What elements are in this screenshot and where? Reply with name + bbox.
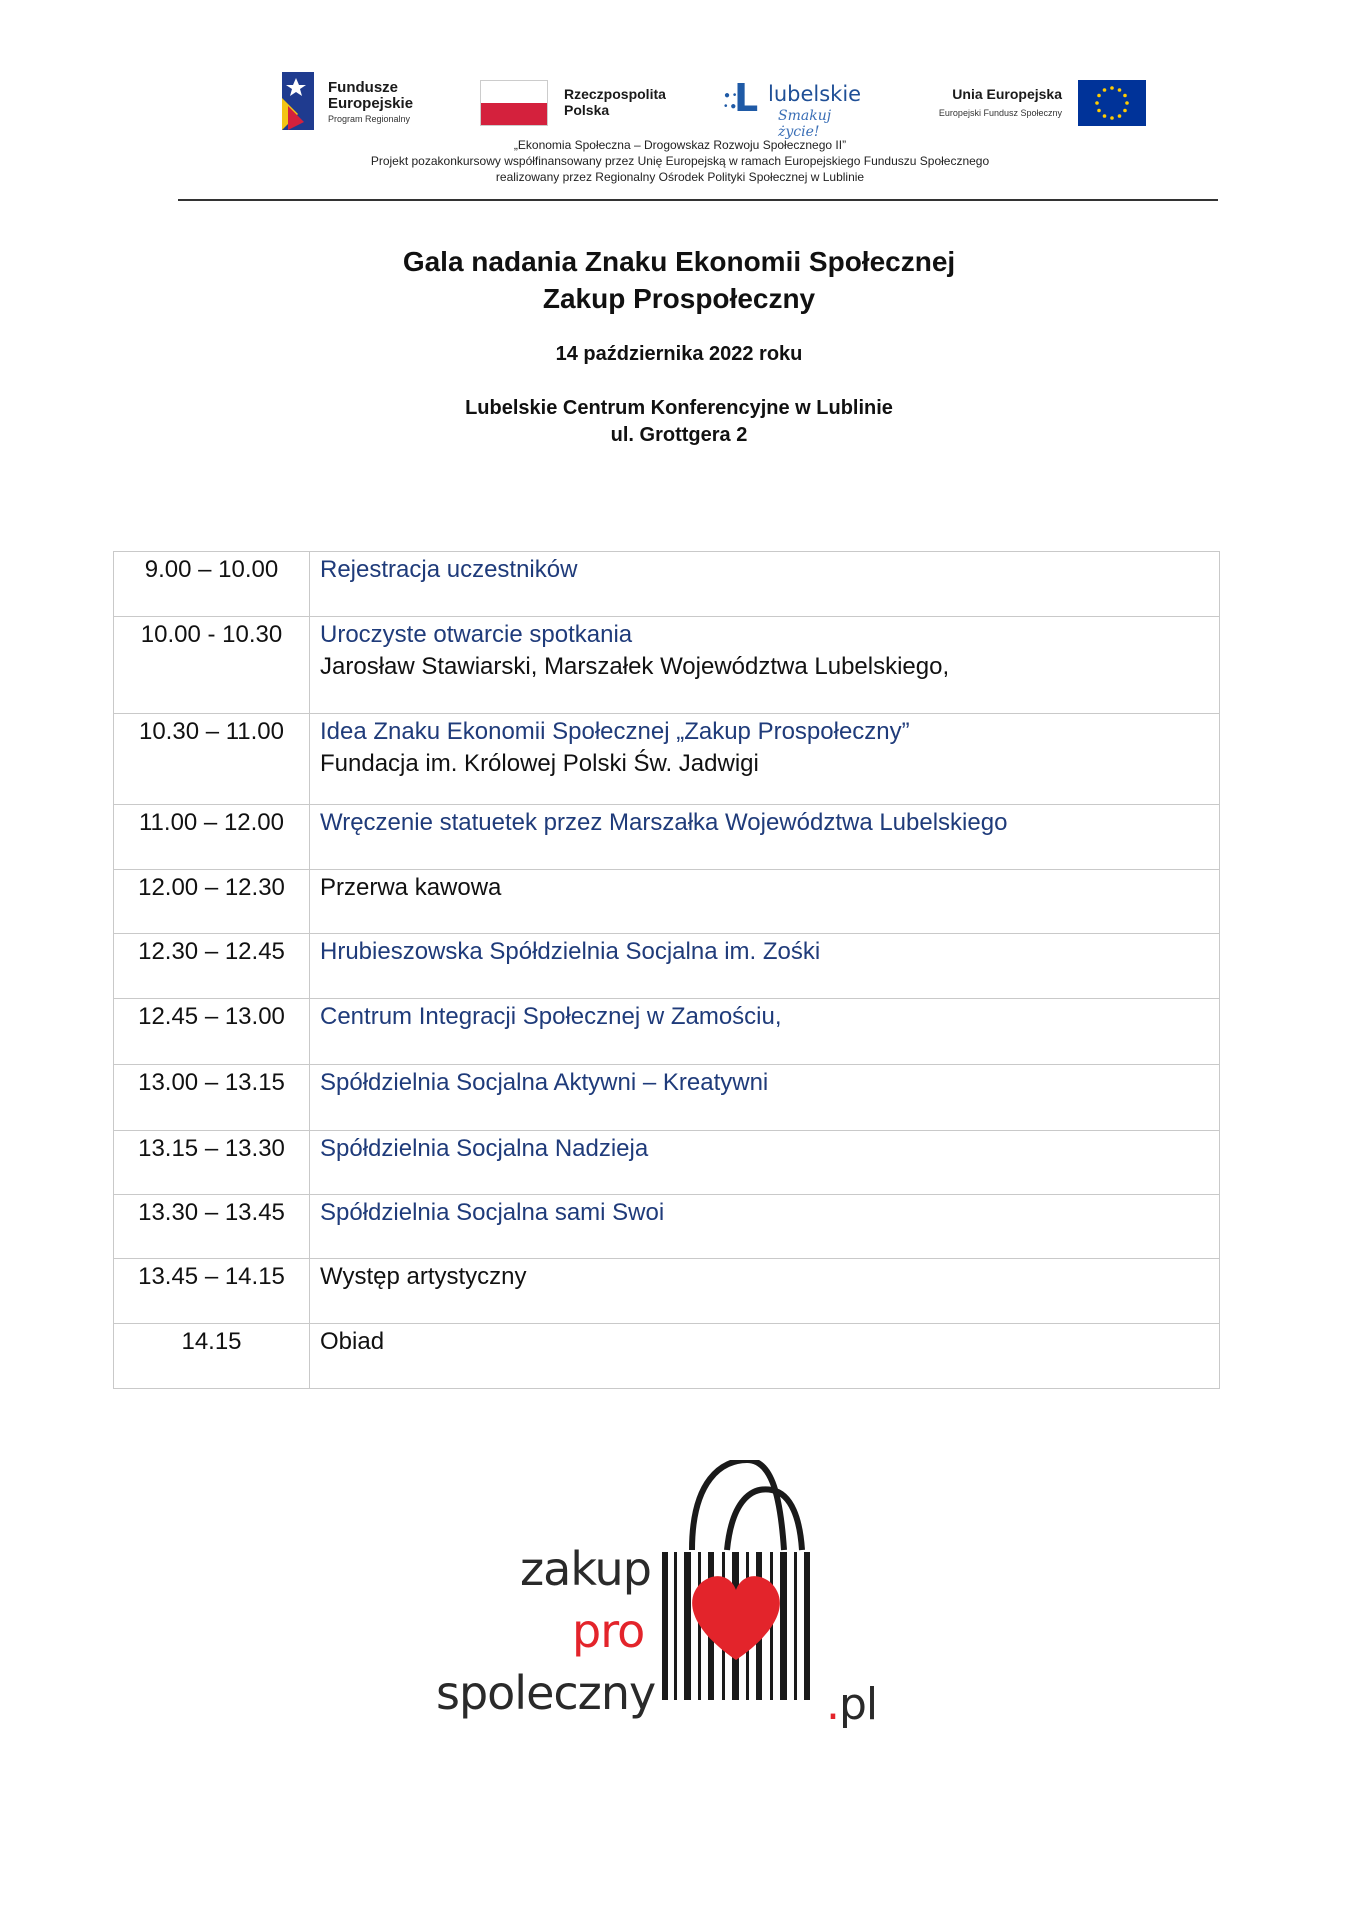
lubelskie-l-icon: L xyxy=(734,76,759,120)
eu-star-icon xyxy=(1110,116,1114,120)
event-cell: Spółdzielnia Socjalna sami Swoi xyxy=(310,1195,1220,1259)
fe-flag-icon xyxy=(282,72,314,130)
logo-word-spoleczny: spoleczny xyxy=(436,1666,656,1720)
event-cell: Spółdzielnia Socjalna Nadzieja xyxy=(310,1131,1220,1195)
event-cell: Idea Znaku Ekonomii Społecznej „Zakup Prospołeczny” Fundacja im. Królowej Polski Św. Jadwigi xyxy=(310,714,1220,805)
eu-star-icon xyxy=(1123,109,1127,113)
time-cell: 13.15 – 13.30 xyxy=(114,1131,310,1195)
eu-star-icon xyxy=(1125,101,1129,105)
time-cell: 13.45 – 14.15 xyxy=(114,1259,310,1324)
header-divider xyxy=(178,199,1218,201)
ue-title: Unia Europejska xyxy=(952,86,1062,102)
time-cell: 14.15 xyxy=(114,1324,310,1389)
page-title: Gala nadania Znaku Ekonomii Społecznej Zakup Prospołeczny xyxy=(402,246,956,314)
eu-star-icon xyxy=(1097,94,1101,98)
event-date: 14 października 2022 roku xyxy=(555,343,803,365)
table-row xyxy=(114,1195,1220,1259)
eu-star-icon xyxy=(1118,88,1122,92)
time-cell: 12.00 – 12.30 xyxy=(114,870,310,934)
eu-star-icon xyxy=(1118,114,1122,118)
lubelskie-name: lubelskie xyxy=(768,82,862,106)
event-cell: Centrum Integracji Społecznej w Zamościu, xyxy=(310,999,1220,1065)
event-cell: Rejestracja uczestników xyxy=(310,552,1220,617)
event-cell: Spółdzielnia Socjalna Aktywni – Kreatywni xyxy=(310,1065,1220,1131)
event-cell: Obiad xyxy=(310,1324,1220,1389)
agenda-table xyxy=(113,551,1220,1389)
time-cell: 9.00 – 10.00 xyxy=(114,552,310,617)
lubelskie-slogan: Smakuj życie! xyxy=(778,108,832,140)
time-cell: 13.30 – 13.45 xyxy=(114,1195,310,1259)
polish-flag-icon xyxy=(480,80,548,126)
zakup-prospoleczny-logo xyxy=(430,1460,890,1740)
fe-title: Fundusze Europejskie xyxy=(328,79,414,112)
table-row xyxy=(114,1065,1220,1131)
table-row xyxy=(114,870,1220,934)
table-row xyxy=(114,617,1220,714)
lubelskie-logo xyxy=(724,76,874,140)
eu-flag-icon xyxy=(1078,80,1146,126)
event-venue: Lubelskie Centrum Konferencyjne w Lublinie ul. Grottgera 2 xyxy=(465,397,893,446)
eu-star-icon xyxy=(1097,109,1101,113)
time-cell: 12.45 – 13.00 xyxy=(114,999,310,1065)
project-description: „Ekonomia Społeczna – Drogowskaz Rozwoju Społecznego II” Projekt pozakonkursowy współfinansowany przez Unię Europejską w ramach Europejskiego Funduszu Społecznego realizowany przez Regionalny Ośrodek Polityki Społecznej w Lublinie xyxy=(370,138,990,184)
table-row xyxy=(114,552,1220,617)
logo-word-pro: pro xyxy=(572,1604,645,1658)
table-row xyxy=(114,1131,1220,1195)
rzeczpospolita-polska-logo xyxy=(480,80,680,126)
eu-star-icon xyxy=(1110,86,1114,90)
time-cell: 11.00 – 12.00 xyxy=(114,805,310,870)
event-cell: Uroczyste otwarcie spotkania Jarosław Stawiarski, Marszałek Województwa Lubelskiego, xyxy=(310,617,1220,714)
unia-europejska-logo xyxy=(910,80,1146,128)
table-row xyxy=(114,999,1220,1065)
eu-star-icon xyxy=(1103,114,1107,118)
eu-star-icon xyxy=(1095,101,1099,105)
logo-word-zakup: zakup xyxy=(520,1542,651,1596)
time-cell: 13.00 – 13.15 xyxy=(114,1065,310,1131)
fundusze-europejskie-logo xyxy=(282,70,452,130)
table-row xyxy=(114,805,1220,870)
table-row xyxy=(114,714,1220,805)
event-cell: Występ artystyczny xyxy=(310,1259,1220,1324)
event-cell: Przerwa kawowa xyxy=(310,870,1220,934)
rp-title: Rzeczpospolita Polska xyxy=(564,86,666,118)
logo-domain: .pl xyxy=(826,1679,878,1730)
table-row xyxy=(114,1259,1220,1324)
fe-subtitle: Program Regionalny xyxy=(328,114,411,124)
eu-star-icon xyxy=(1103,88,1107,92)
table-row xyxy=(114,934,1220,999)
time-cell: 12.30 – 12.45 xyxy=(114,934,310,999)
time-cell: 10.00 - 10.30 xyxy=(114,617,310,714)
ue-subtitle: Europejski Fundusz Społeczny xyxy=(938,108,1062,118)
event-cell: Hrubieszowska Spółdzielnia Socjalna im. Zośki xyxy=(310,934,1220,999)
eu-star-icon xyxy=(1123,94,1127,98)
lubelskie-dots-icon: ● • • ● xyxy=(724,90,737,112)
shopping-bag-barcode-icon xyxy=(652,1460,842,1730)
table-row xyxy=(114,1324,1220,1389)
event-cell: Wręczenie statuetek przez Marszałka Województwa Lubelskiego xyxy=(310,805,1220,870)
time-cell: 10.30 – 11.00 xyxy=(114,714,310,805)
